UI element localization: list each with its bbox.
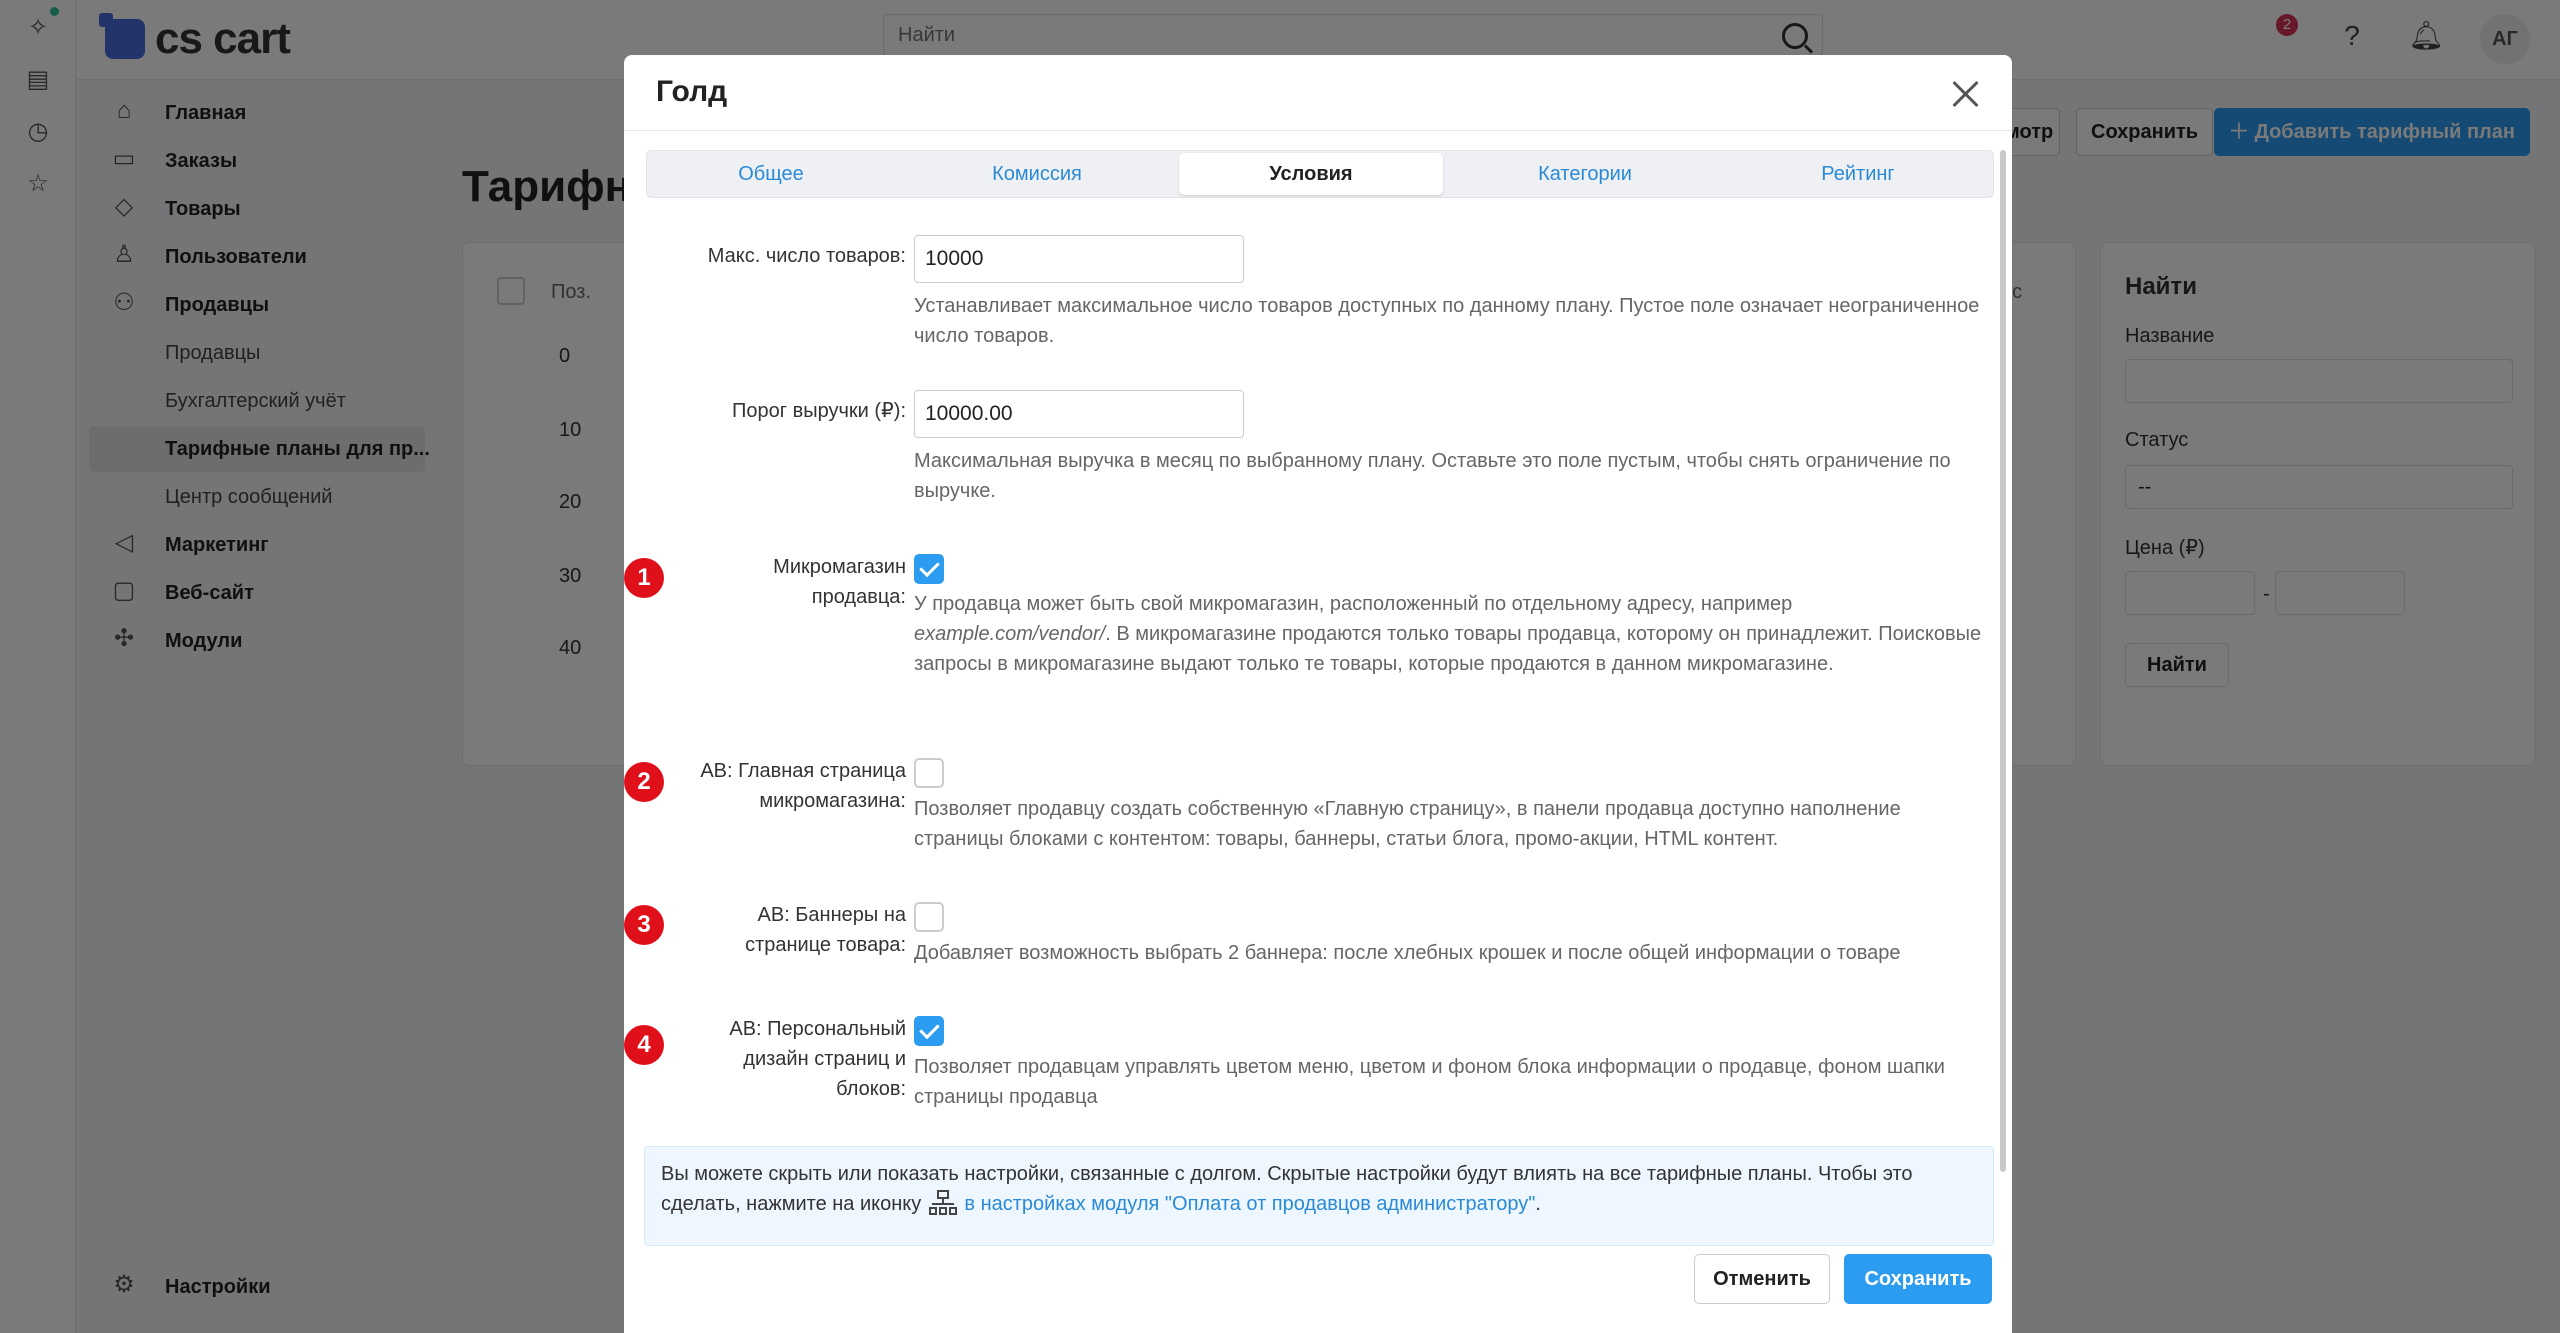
plan-modal: [624, 55, 2012, 1333]
tab-commission[interactable]: Комиссия: [992, 163, 1082, 185]
tab-rating[interactable]: Рейтинг: [1821, 163, 1895, 185]
marker-4: 4: [624, 1025, 664, 1065]
max-products-input[interactable]: [914, 235, 1244, 283]
marker-2: 2: [624, 762, 664, 802]
modal-title: Голд: [656, 75, 728, 108]
microstore-checkbox[interactable]: [914, 554, 944, 584]
addon-settings-link[interactable]: в настройках модуля "Оплата от продавцов администратору": [964, 1193, 1536, 1215]
homepage-label-line1: AB: Главная страница: [700, 760, 906, 782]
revenue-limit-help: Максимальная выручка в месяц по выбранному плану. Оставьте это поле пустым, чтобы снять ограничение по выручке.: [914, 450, 1951, 502]
tab-conditions[interactable]: Условия: [1179, 153, 1443, 195]
max-products-label: Макс. число товаров:: [707, 245, 906, 267]
microstore-help-part1: У продавца может быть свой микромагазин, расположенный по отдельному адресу, например: [914, 593, 1793, 615]
banners-label-line1: AB: Баннеры на: [757, 904, 906, 926]
microstore-label-line1: Микромагазин: [773, 556, 906, 578]
microstore-label-line2: продавца:: [811, 586, 906, 608]
tab-general[interactable]: Общее: [738, 163, 804, 185]
banners-help: Добавляет возможность выбрать 2 баннера: после хлебных крошек и после общей информации о товаре: [914, 942, 1901, 964]
microstore-help-part2: . В микромагазине продаются только товары продавца, которому он принадлежит. Поисковые запросы в микромагазине выдают только те товары, которые продаются в данном микромагазине.: [914, 623, 1982, 675]
banners-checkbox[interactable]: [914, 902, 944, 932]
design-label-line2: дизайн страниц и: [743, 1048, 906, 1070]
debt-settings-notice: [644, 1146, 1994, 1246]
marker-1: 1: [624, 558, 664, 598]
homepage-label-line2: микромагазина:: [759, 790, 906, 812]
banners-label-line2: странице товара:: [745, 934, 906, 956]
design-label-line1: AB: Персональный: [729, 1018, 906, 1040]
save-button[interactable]: Сохранить: [1844, 1254, 1992, 1304]
close-icon[interactable]: [1948, 77, 1982, 111]
banners-label: [644, 900, 906, 960]
marker-3: 3: [624, 905, 664, 945]
modal-header: [624, 55, 2012, 131]
notice-text-end: .: [1535, 1193, 1541, 1215]
tabs: [646, 150, 1994, 198]
cancel-button[interactable]: Отменить: [1694, 1254, 1830, 1304]
scrollbar[interactable]: [2000, 150, 2006, 1172]
tab-categories[interactable]: Категории: [1538, 163, 1632, 185]
network-icon: [929, 1190, 957, 1216]
revenue-limit-input[interactable]: [914, 390, 1244, 438]
design-checkbox[interactable]: [914, 1016, 944, 1046]
microstore-help: [914, 589, 1989, 679]
revenue-limit-label: Порог выручки (₽):: [732, 400, 906, 422]
homepage-label: [644, 756, 906, 816]
homepage-checkbox[interactable]: [914, 758, 944, 788]
design-help: Позволяет продавцам управлять цветом меню, цветом и фоном блока информации о продавце, фоном шапки страницы продавца: [914, 1056, 1945, 1108]
design-label: [644, 1014, 906, 1104]
microstore-help-example: example.com/vendor/: [914, 623, 1106, 645]
notice-text: Вы можете скрыть или показать настройки, связанные с долгом. Скрытые настройки будут влиять на все тарифные планы. Чтобы это сделать, нажмите на иконку: [661, 1163, 1913, 1215]
microstore-label: [644, 552, 906, 612]
homepage-help: Позволяет продавцу создать собственную «Главную страницу», в панели продавца доступно наполнение страницы блоками с контентом: товары, баннеры, статьи блога, промо-акции, HTML контент.: [914, 798, 1901, 850]
max-products-help: Устанавливает максимальное число товаров доступных по данному плану. Пустое поле означает неограниченное число товаров.: [914, 295, 1980, 347]
design-label-line3: блоков:: [836, 1078, 906, 1100]
